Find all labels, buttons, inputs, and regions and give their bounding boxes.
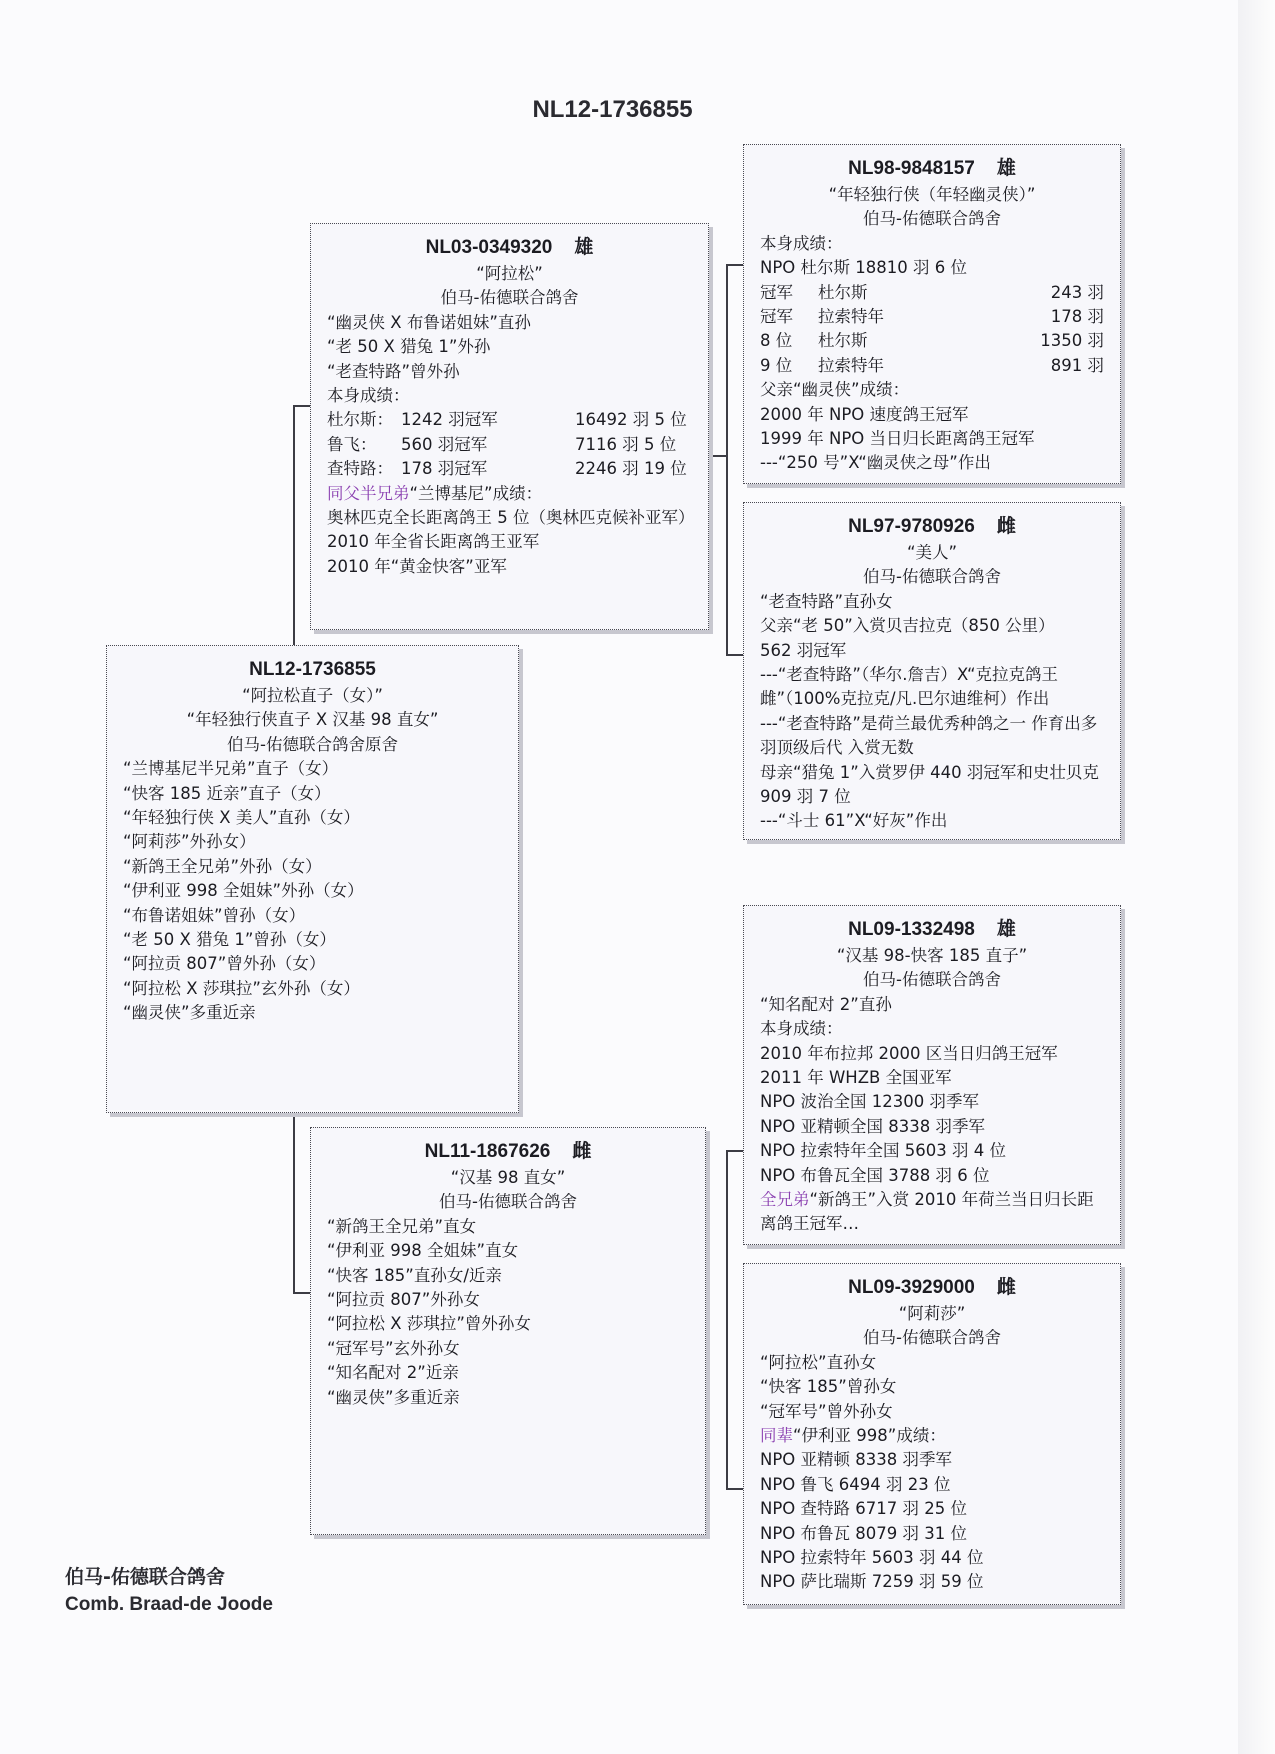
- loft-footer: [65, 1563, 273, 1619]
- connector-line: [293, 405, 310, 407]
- sibling-tag: 全兄弟: [760, 1190, 810, 1210]
- sire-sire-ring-number: NL98-9848157 雄: [848, 158, 1016, 179]
- pigeon-name: “汉基 98 直女”: [450, 1168, 566, 1187]
- pedigree-line: ---“老查特路”（华尔.詹吉）X“克拉克鸽王雌”（100%克拉克/凡.巴尔迪维柯）作出: [760, 665, 1059, 709]
- pigeon-name: “阿莉莎”: [898, 1304, 966, 1323]
- dam-ring-number: NL11-1867626 雌: [424, 1141, 592, 1162]
- pigeon-name: “阿拉松”: [476, 264, 543, 283]
- sex-label: 雄: [574, 237, 594, 258]
- loft-name: 伯马-佑德联合鸽舍: [863, 567, 1001, 587]
- result-line: NPO 拉索特年全国 5603 羽 4 位: [760, 1141, 1006, 1161]
- pedigree-line: “阿拉贡 807”外孙女: [327, 1290, 480, 1310]
- loft-name: 伯马-佑德联合鸽舍: [440, 288, 579, 308]
- loft-name: 伯马-佑德联合鸽舍: [863, 970, 1001, 990]
- pedigree-line: “兰博基尼半兄弟”直子（女）: [123, 759, 339, 779]
- pedigree-line: “新鸽王全兄弟”直女: [327, 1216, 477, 1236]
- result-line: 2011 年 WHZB 全国亚军: [760, 1068, 952, 1088]
- pedigree-line: “布鲁诺姐妹”曾孙（女）: [123, 905, 306, 925]
- pedigree-line: “年轻独行侠直子 X 汉基 98 直女”: [186, 710, 439, 730]
- connector-line: [726, 1150, 743, 1152]
- pedigree-line: “阿拉松 X 莎琪拉”曾外孙女: [327, 1314, 531, 1334]
- result-line: NPO 亚精顿 8338 羽季军: [760, 1450, 953, 1470]
- dam-sire-ring-number: NL09-1332498 雄: [848, 919, 1016, 940]
- result-row: 8 位 杜尔斯 1350 羽: [760, 331, 1104, 351]
- pedigree-line: 2010 年全省长距离鸽王亚军: [327, 532, 540, 552]
- loft-name: 伯马-佑德联合鸽舍: [439, 1192, 577, 1212]
- sibling-tag: 同父半兄弟: [327, 483, 410, 503]
- pedigree-line: “幽灵侠 X 布鲁诺姐妹”直孙: [327, 312, 531, 332]
- connector-line: [726, 654, 743, 656]
- result-row: 9 位 拉索特年 891 羽: [760, 355, 1104, 375]
- pedigree-line: “快客 185 近亲”直子（女）: [123, 783, 331, 803]
- result-line: 2010 年布拉邦 2000 区当日归鸽王冠军: [760, 1043, 1058, 1063]
- pedigree-line: “快客 185”曾孙女: [760, 1377, 897, 1397]
- connector-line: [726, 1150, 728, 1490]
- connector-line: [726, 264, 728, 656]
- performance-label: 本身成绩：: [327, 386, 410, 406]
- pedigree-line: 父亲“幽灵侠”成绩：: [760, 380, 910, 400]
- pedigree-line: “冠军号”玄外孙女: [327, 1338, 460, 1358]
- connector-line: [293, 405, 295, 645]
- page-title: NL12-1736855: [532, 96, 693, 123]
- result-row: 查特路： 178 羽冠军 2246 羽 19 位: [327, 459, 687, 479]
- pigeon-name: “阿拉松直子（女）”: [242, 686, 383, 705]
- dam-sire-box: [743, 905, 1121, 1245]
- pedigree-line: “老查特路”直孙女: [760, 591, 893, 611]
- pedigree-line: “幽灵侠”多重近亲: [123, 1003, 256, 1023]
- pedigree-line: “阿莉莎”外孙女）: [123, 832, 256, 852]
- scan-edge: [1238, 0, 1275, 1754]
- sibling-line: 全兄弟“新鸽王”入赏 2010 年荷兰当日归长距离鸽王冠军…: [760, 1190, 1094, 1234]
- footer-loft-name-cn: 伯马-佑德联合鸽舍: [65, 1566, 225, 1588]
- pedigree-line: “阿拉贡 807”曾外孙（女）: [123, 954, 326, 974]
- connector-line: [293, 1114, 295, 1294]
- pedigree-line: NPO 杜尔斯 18810 羽 6 位: [760, 258, 967, 278]
- sex-label: 雄: [996, 158, 1016, 179]
- pedigree-line: “老查特路”曾外孙: [327, 361, 460, 381]
- dam-dam-box: [743, 1263, 1121, 1605]
- sex-label: 雄: [996, 919, 1016, 940]
- pedigree-line: “快客 185”直孙女/近亲: [327, 1265, 502, 1285]
- dam-box: [310, 1127, 706, 1535]
- pedigree-line: 2000 年 NPO 速度鸽王冠军: [760, 404, 969, 424]
- pedigree-line: “伊利亚 998 全姐妹”直女: [327, 1241, 519, 1261]
- result-line: NPO 拉索特年 5603 羽 44 位: [760, 1548, 984, 1568]
- result-line: NPO 查特路 6717 羽 25 位: [760, 1499, 967, 1519]
- footer-loft-name-en: Comb. Braad-de Joode: [65, 1594, 273, 1615]
- loft-name: 伯马-佑德联合鸽舍原舍: [227, 734, 398, 754]
- pedigree-line: “幽灵侠”多重近亲: [327, 1387, 460, 1407]
- result-line: NPO 波治全国 12300 羽季军: [760, 1092, 980, 1112]
- sex-label: 雌: [572, 1141, 592, 1162]
- pedigree-line: ---“老查特路”是荷兰最优秀种鸽之一 作育出多羽顶级后代 入赏无数: [760, 713, 1098, 758]
- sex-label: 雌: [996, 1277, 1016, 1298]
- sibling-line: 同辈“伊利亚 998”成绩：: [760, 1426, 946, 1446]
- pedigree-line: 母亲“猎兔 1”入赏罗伊 440 羽冠军和史壮贝克 909 羽 7 位: [760, 762, 1099, 807]
- subject-ring-number: NL12-1736855: [249, 659, 376, 680]
- pedigree-line: “老 50 X 猎兔 1”外孙: [327, 337, 491, 357]
- pedigree-line: “阿拉松 X 莎琪拉”玄外孙（女）: [123, 978, 360, 998]
- connector-line: [293, 1292, 310, 1294]
- pedigree-line: “知名配对 2”直孙: [760, 994, 892, 1014]
- pedigree-line: “阿拉松”直孙女: [760, 1352, 877, 1372]
- pedigree-line: ---“250 号”X“幽灵侠之母”作出: [760, 453, 991, 473]
- connector-line: [726, 1488, 743, 1490]
- performance-label: 本身成绩：: [760, 1019, 843, 1039]
- pigeon-name: “年轻独行侠（年轻幽灵侠）”: [828, 185, 1036, 204]
- result-row: 杜尔斯： 1242 羽冠军 16492 羽 5 位: [327, 410, 687, 430]
- result-row: 鲁飞： 560 羽冠军 7116 羽 5 位: [327, 434, 677, 454]
- pedigree-line: 奥林匹克全长距离鸽王 5 位（奥林匹克候补亚军）: [327, 508, 695, 528]
- sire-dam-ring-number: NL97-9780926 雌: [848, 516, 1016, 537]
- pedigree-line: 2010 年“黄金快客”亚军: [327, 556, 507, 576]
- result-line: NPO 布鲁瓦 8079 羽 31 位: [760, 1523, 967, 1543]
- sibling-line: 同父半兄弟“兰博基尼”成绩：: [327, 483, 543, 503]
- result-line: NPO 布鲁瓦全国 3788 羽 6 位: [760, 1165, 990, 1185]
- result-line: NPO 鲁飞 6494 羽 23 位: [760, 1474, 951, 1494]
- sibling-tag: 同辈: [760, 1426, 793, 1446]
- result-row: 冠军 杜尔斯 243 羽: [760, 282, 1104, 302]
- dam-dam-ring-number: NL09-3929000 雌: [848, 1277, 1016, 1298]
- pedigree-line: “伊利亚 998 全姐妹”外孙（女）: [123, 881, 364, 901]
- pedigree-line: “知名配对 2”近亲: [327, 1363, 459, 1383]
- sire-sire-box: [743, 144, 1121, 484]
- result-line: NPO 亚精顿全国 8338 羽季军: [760, 1116, 986, 1136]
- pedigree-line: 父亲“老 50”入赏贝吉拉克（850 公里）: [760, 616, 1055, 636]
- pedigree-line: “老 50 X 猎兔 1”曾孙（女）: [123, 930, 336, 950]
- performance-label: 本身成绩：: [760, 233, 843, 253]
- pedigree-line: “年轻独行侠 X 美人”直孙（女）: [123, 808, 360, 828]
- connector-line: [726, 264, 743, 266]
- result-line: NPO 萨比瑞斯 7259 羽 59 位: [760, 1572, 984, 1592]
- pedigree-line: “冠军号”曾外孙女: [760, 1401, 893, 1421]
- pedigree-line: 562 羽冠军: [760, 640, 847, 660]
- pigeon-name: “汉基 98-快客 185 直子”: [836, 946, 1028, 965]
- pedigree-line: ---“斗士 61”X“好灰”作出: [760, 811, 948, 831]
- sire-ring-number: NL03-0349320 雄: [425, 237, 594, 258]
- subject-box: [106, 645, 519, 1113]
- connector-line: [708, 455, 728, 457]
- sire-box: [310, 223, 709, 630]
- pigeon-name: “美人”: [906, 543, 958, 562]
- pedigree-line: “新鸽王全兄弟”外孙（女）: [123, 856, 322, 876]
- loft-name: 伯马-佑德联合鸽舍: [863, 1328, 1001, 1348]
- loft-name: 伯马-佑德联合鸽舍: [863, 209, 1001, 229]
- result-row: 冠军 拉索特年 178 羽: [760, 307, 1104, 327]
- pedigree-line: 1999 年 NPO 当日归长距离鸽王冠军: [760, 429, 1035, 449]
- sire-dam-box: [743, 502, 1121, 840]
- sex-label: 雌: [996, 516, 1016, 537]
